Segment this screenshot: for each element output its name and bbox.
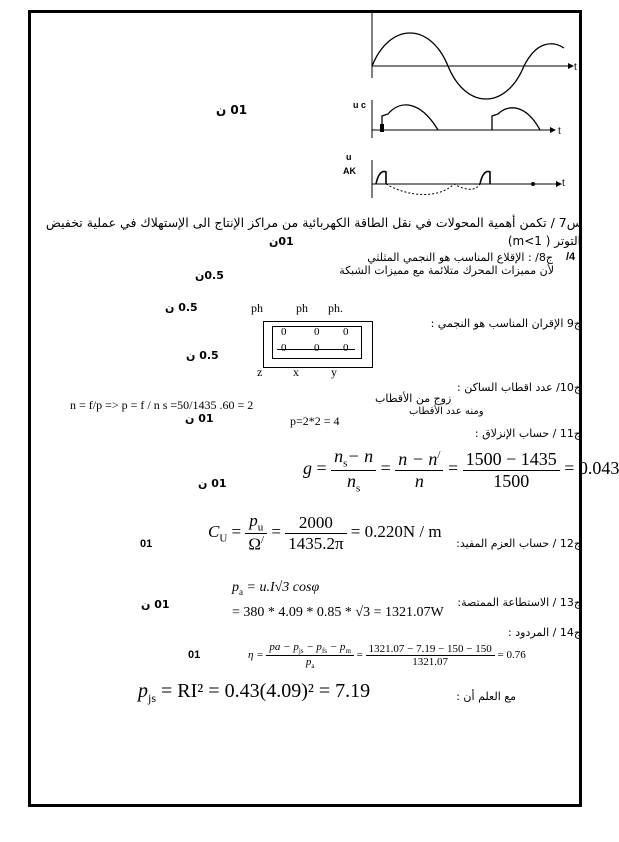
- eff-eta: η =: [248, 649, 264, 662]
- torque-frac-2: [285, 513, 346, 554]
- wave3-negative: [386, 184, 480, 195]
- eff-pa: p: [269, 641, 275, 653]
- eff-frac-1: [266, 641, 354, 670]
- slip-formula: [303, 446, 619, 494]
- mark-01-q13: 01 ن: [141, 598, 170, 611]
- slip-num2: n − n: [398, 448, 438, 469]
- torque-C: C: [208, 521, 220, 541]
- terminal-bottom-3: 0: [343, 342, 349, 354]
- q10-formula: n = f/p => p = f / n s =50/1435 .60 = 2: [70, 398, 254, 412]
- torque-omega: Ω: [248, 535, 262, 555]
- torque-frac-1: [245, 511, 267, 555]
- torque-pu-sub: u: [257, 521, 264, 534]
- slip-den1: n: [346, 470, 356, 491]
- q11-label: ج11 / حساب الإنزلاق :: [474, 427, 581, 440]
- uc-label: u c: [353, 100, 367, 110]
- pjs-label: مع العلم أن :: [456, 690, 516, 703]
- wave2-mark: [380, 124, 384, 132]
- pjs-p: p: [138, 680, 148, 702]
- slip-frac-3: [463, 449, 560, 492]
- eff-den-sub: a: [311, 662, 315, 671]
- mark-01-q12: 01: [140, 538, 153, 550]
- ph-label-1: ph: [251, 301, 263, 315]
- eff-num2: 1321.07 − 7.19 − 150 − 150: [366, 643, 495, 656]
- eff-den2: 1321.07: [412, 656, 449, 669]
- ph-label-3: ph.: [328, 301, 343, 315]
- eff-fs-sub: fs: [321, 647, 327, 656]
- power-p: p: [232, 580, 239, 595]
- power-line1: [232, 580, 319, 597]
- slip-prime: /: [437, 448, 441, 461]
- eff-result: = 0.76: [497, 649, 526, 662]
- terminal-label-z: z: [257, 365, 263, 379]
- slip-ns: n: [334, 446, 344, 466]
- q10-label: ج10/ عدد اقطاب الساكن :: [457, 381, 581, 394]
- q14-label: ج14 / المردود :: [508, 626, 581, 639]
- wave1-t-label: t: [574, 62, 577, 73]
- terminal-top-3: 0: [343, 326, 349, 338]
- wave3-t-label: t: [562, 178, 565, 189]
- terminal-bottom-2: 0: [314, 342, 320, 354]
- terminal-top-2: 0: [314, 326, 320, 338]
- wave3-pulse-2: [480, 172, 490, 185]
- mark-05-q9a: 0.5 ن: [165, 301, 198, 314]
- efficiency-formula: [248, 641, 526, 670]
- terminal-label-y: y: [331, 365, 337, 379]
- power-line2: = 380 * 4.09 * 0.85 * √3 = 1321.07W: [232, 605, 444, 620]
- wave2-t-label: t: [558, 126, 561, 137]
- q7-line1: س7 / تكمن أهمية المحولات في نقل الطاقة الكهربائية من مراكز الإنتاج الى الإستهلاك في عملية تخفيض: [45, 215, 582, 230]
- wave3-dot: [531, 182, 535, 186]
- mark-05-q8: 0.5ن: [195, 269, 224, 282]
- terminal-label-x: x: [293, 365, 299, 379]
- slip-result: = 0.043: [564, 458, 619, 479]
- slip-g: g: [303, 458, 312, 479]
- torque-pu: p: [249, 511, 258, 530]
- star-link-bar: [277, 349, 355, 350]
- eff-den: p: [305, 656, 312, 669]
- torque-eq: =: [231, 521, 242, 541]
- eff-eq: =: [356, 649, 363, 662]
- q8-reason: لأن مميزات المحرك متلائمة مع مميزات الشبكة: [339, 264, 554, 277]
- slip-ns-sub: s: [343, 457, 348, 470]
- wave3-pulse-1: [376, 172, 386, 185]
- slip-minus-n: − n: [347, 446, 374, 466]
- mark-01-q14: 01: [188, 649, 201, 661]
- uak-label-u: u: [346, 152, 352, 162]
- eff-frac-2: [366, 643, 495, 668]
- uak-label-ak: AK: [343, 166, 356, 176]
- torque-num2: 2000: [285, 513, 346, 534]
- torque-result: = 0.220N / m: [350, 521, 442, 541]
- pjs-sub: js: [148, 691, 157, 705]
- q9-label: ج9 الإقران المناسب هو النجمي :: [430, 317, 581, 330]
- q10-count-label: ومنه عدد الأقطاب: [409, 406, 484, 417]
- mark-01-q11: 01 ن: [198, 477, 227, 490]
- mark-01: 01 ن: [216, 103, 248, 117]
- q7-line2: التوتر ( m<1): [507, 234, 581, 248]
- wave2-arrow-icon: [550, 127, 556, 133]
- torque-den2: 1435.2π: [288, 533, 344, 553]
- slip-den3: 1500: [493, 470, 530, 491]
- eff-mid2: − p: [327, 641, 346, 653]
- waveforms-figure: [330, 12, 590, 198]
- eff-num-rest: a − p: [274, 641, 299, 653]
- pjs-rest: = RI² = 0.43(4.09)² = 7.19: [156, 680, 371, 702]
- slip-eq-3: =: [447, 458, 459, 479]
- terminal-top-1: 0: [281, 326, 287, 338]
- q8-num: /4: [566, 251, 576, 263]
- eff-js-sub: js: [298, 647, 304, 656]
- slip-eq-2: =: [380, 458, 391, 479]
- wave2-uc-curve-2: [492, 108, 540, 130]
- ph-label-2: ph: [296, 301, 308, 315]
- eff-m-sub: m: [345, 647, 351, 656]
- q13-label: ج13 / الاستطاعة الممتصة:: [457, 596, 581, 609]
- q10-pairs: زوج من الأقطاب: [375, 392, 452, 405]
- terminal-bottom-1: 0: [281, 342, 287, 354]
- pjs-formula: [138, 680, 370, 706]
- eff-mid: − p: [303, 641, 322, 653]
- torque-formula: [208, 511, 442, 555]
- slip-frac-1: [331, 446, 376, 494]
- power-p-rest: = u.I√3 cosφ: [243, 580, 320, 595]
- q10-count: p=2*2 = 4: [290, 414, 340, 428]
- torque-eq-2: =: [271, 521, 281, 541]
- mark-01-q10: 01 ن: [185, 412, 214, 425]
- wave2-uc-curve: [382, 105, 438, 130]
- slip-num3: 1500 − 1435: [463, 449, 560, 471]
- slip-eq: =: [316, 458, 327, 479]
- mark-05-q9b: 0.5 ن: [186, 349, 219, 362]
- slip-frac-2: [395, 449, 443, 492]
- mark-01-q7: 01ن: [269, 235, 294, 248]
- slip-den1-sub: s: [355, 482, 361, 495]
- q8-label: ج8/ : الإقلاع المناسب هو النجمي المثلثي: [367, 251, 553, 264]
- torque-omega-prime: /: [261, 534, 265, 547]
- q12-label: ج12 / حساب العزم المفيد:: [456, 537, 581, 550]
- slip-den2: n: [414, 470, 424, 491]
- power-p-sub: a: [239, 586, 243, 597]
- torque-C-sub: U: [219, 532, 228, 545]
